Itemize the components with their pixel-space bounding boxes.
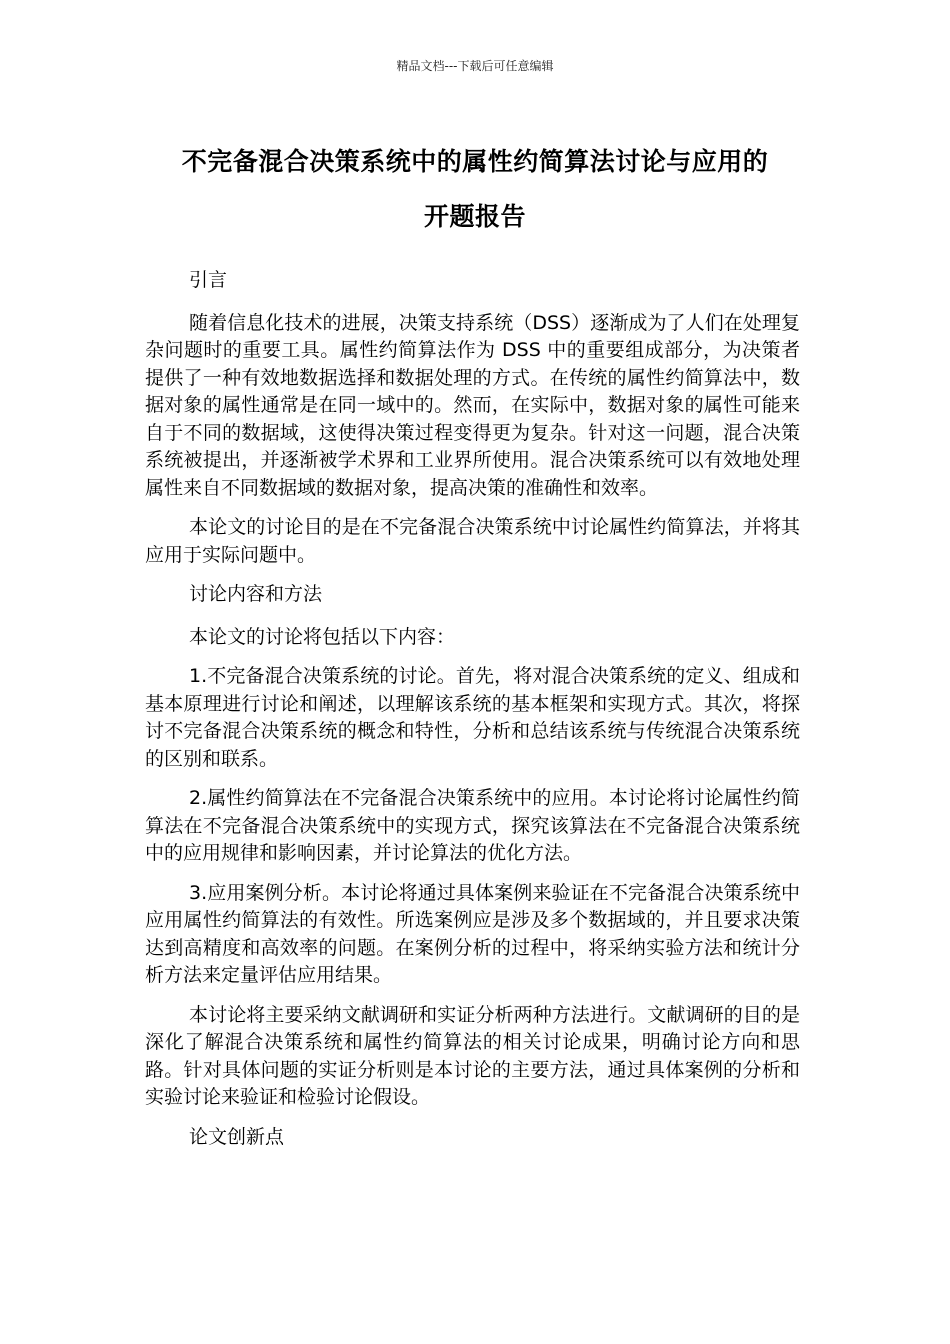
list-item-3: 3.应用案例分析。本讨论将通过具体案例来验证在不完备混合决策系统中应用属性约简算法的有效性。所选案例应是涉及多个数据域的，并且要求决策达到高精度和高效率的问题。在案例分析的过程中，将采纳实验方法和统计分析方法来定量评估应用结果。 bbox=[145, 881, 800, 986]
section-heading-intro: 引言 bbox=[189, 269, 228, 291]
page-header: 精品文档---下载后可任意编辑 bbox=[396, 59, 554, 73]
paragraph-intro: 随着信息化技术的进展，决策支持系统（DSS）逐渐成为了人们在处理复杂问题时的重要工具。属性约简算法作为 DSS 中的重要组成部分，为决策者提供了一种有效地数据选择和数据处理的方式。在传统的属性约简算法中，数据对象的属性通常是在同一域中的。然而，在实际中，数据对象的属性可能来自于不同的数据域，这使得决策过程变得更为复杂。针对这一问题，混合决策系统被提出，并逐渐被学术界和工业界所使用。混合决策系统可以有效地处理属性来自不同数据域的数据对象，提高决策的准确性和效率。 bbox=[145, 311, 800, 499]
document-title bbox=[100, 134, 850, 244]
title-line-1: 不完备混合决策系统中的属性约简算法讨论与应用的 bbox=[181, 147, 769, 176]
paragraph-content-intro: 本论文的讨论将包括以下内容： bbox=[189, 625, 456, 648]
paragraph-methods: 本讨论将主要采纳文献调研和实证分析两种方法进行。文献调研的目的是深化了解混合决策系统和属性约简算法的相关讨论成果，明确讨论方向和思路。针对具体问题的实证分析则是本讨论的主要方法，通过具体案例的分析和实验讨论来验证和检验讨论假设。 bbox=[145, 1003, 800, 1108]
list-item-1: 1.不完备混合决策系统的讨论。首先，将对混合决策系统的定义、组成和基本原理进行讨论和阐述，以理解该系统的基本框架和实现方式。其次，将探讨不完备混合决策系统的概念和特性，分析和总结该系统与传统混合决策系统的区别和联系。 bbox=[145, 665, 800, 770]
document-body bbox=[145, 267, 800, 1166]
list-item-2: 2.属性约简算法在不完备混合决策系统中的应用。本讨论将讨论属性约简算法在不完备混合决策系统中的实现方式，探究该算法在不完备混合决策系统中的应用规律和影响因素，并讨论算法的优化方法。 bbox=[145, 787, 800, 864]
section-heading-innovation: 论文创新点 bbox=[189, 1125, 285, 1148]
section-heading-methods: 讨论内容和方法 bbox=[189, 583, 323, 605]
paragraph-purpose: 本论文的讨论目的是在不完备混合决策系统中讨论属性约简算法，并将其应用于实际问题中。 bbox=[145, 516, 800, 566]
title-line-2: 开题报告 bbox=[423, 202, 526, 231]
